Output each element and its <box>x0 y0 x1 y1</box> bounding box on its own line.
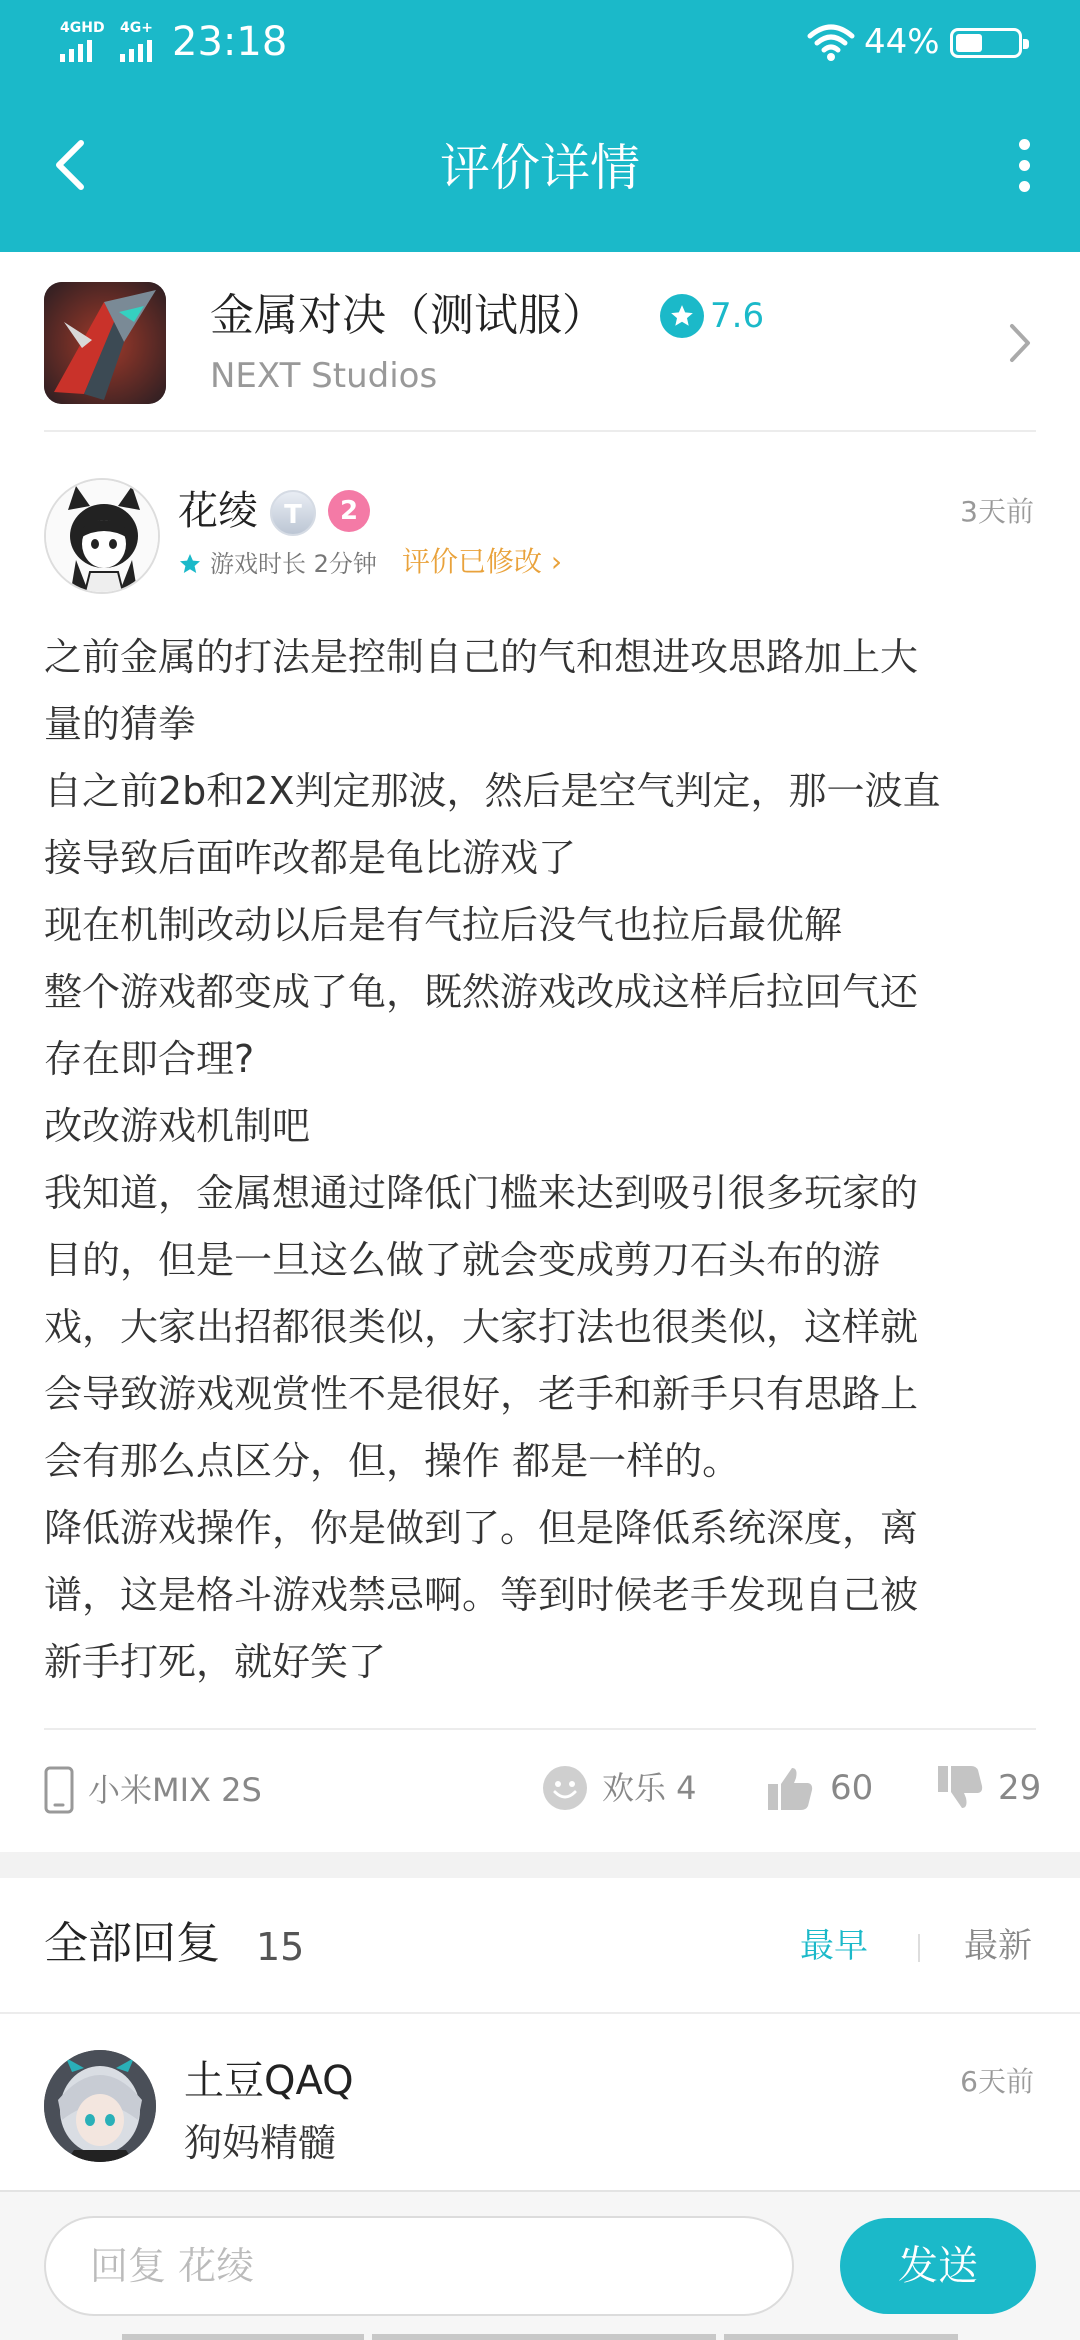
review-text-line: 会有那么点区分，但，操作 都是一样的。 <box>44 1439 741 1483</box>
home-indicator <box>122 2334 364 2340</box>
title-badge-icon: T <box>270 490 316 536</box>
review-text-line: 降低游戏操作，你是做到了。但是降低系统深度，离 <box>44 1506 919 1550</box>
device-name: 小米MIX 2S <box>88 1771 262 1809</box>
level-badge-icon: 2 <box>328 490 370 532</box>
send-button[interactable]: 发送 <box>840 2218 1036 2314</box>
review-text-line: 目的，但是一旦这么做了就会变成剪刀石头布的游 <box>44 1238 881 1282</box>
battery-icon <box>950 28 1022 58</box>
smile-icon <box>542 1765 588 1811</box>
signal-indicator-2 <box>120 20 153 62</box>
review-time: 3天前 <box>960 495 1034 528</box>
fun-reaction-button[interactable] <box>542 1764 697 1812</box>
top-bar <box>0 0 1080 252</box>
game-rating <box>660 294 764 338</box>
thumbs-up-icon <box>766 1764 814 1812</box>
game-name: 金属对决（测试服） <box>210 290 606 341</box>
page-title: 评价详情 <box>440 139 640 197</box>
app-bar <box>0 100 1080 240</box>
review-text-line: 自之前2b和2X判定那波，然后是空气判定，那一波直 <box>44 769 941 813</box>
game-icon <box>44 282 166 404</box>
reply-composer <box>0 2190 1080 2340</box>
signal-indicator-1 <box>60 20 105 62</box>
replies-header <box>0 1878 1080 2012</box>
list-item[interactable] <box>0 2014 1080 2190</box>
review-text-line: 接导致后面咋改都是龟比游戏了 <box>44 836 577 880</box>
review-body <box>44 624 1042 1696</box>
review-text-line: 现在机制改动以后是有气拉后没气也拉后最优解 <box>44 903 843 947</box>
reply-time: 6天前 <box>960 2065 1034 2098</box>
more-options-button[interactable] <box>994 130 1054 200</box>
avatar[interactable] <box>44 478 160 594</box>
battery-percent: 44% <box>864 22 940 62</box>
signal-bars-icon <box>60 40 105 62</box>
replies-count: 15 <box>256 1925 305 1969</box>
battery-fill <box>956 34 982 52</box>
review-text-line: 量的猜拳 <box>44 702 197 746</box>
like-count: 60 <box>830 1768 874 1808</box>
status-bar <box>0 0 1080 84</box>
avatar[interactable] <box>44 2050 156 2162</box>
signal-label-1: 4GHD <box>60 20 105 36</box>
review-text-line: 存在即合理? <box>44 1037 255 1081</box>
clock: 23:18 <box>172 19 288 65</box>
review-text-line: 戏，大家出招都很类似，大家打法也很类似，这样就 <box>44 1305 919 1349</box>
thumbs-down-icon <box>936 1764 984 1812</box>
review-footer <box>0 1740 1080 1840</box>
section-separator <box>0 1852 1080 1878</box>
dislike-count: 29 <box>998 1768 1042 1808</box>
review-text-line: 会导致游戏观赏性不是很好，老手和新手只有思路上 <box>44 1372 919 1416</box>
star-icon <box>660 294 704 338</box>
playtime <box>178 548 377 580</box>
game-card[interactable] <box>0 252 1080 432</box>
dislike-button[interactable] <box>936 1764 1041 1812</box>
studio-name: NEXT Studios <box>210 356 438 396</box>
divider <box>44 430 1036 432</box>
more-vertical-icon <box>1019 139 1030 150</box>
home-indicator <box>372 2334 716 2340</box>
review-edited-link[interactable]: 评价已修改 › <box>402 545 563 578</box>
like-button[interactable] <box>766 1764 873 1812</box>
playtime-label: 游戏时长 2分钟 <box>210 550 377 578</box>
divider <box>918 1934 920 1962</box>
replies-title: 全部回复 <box>44 1918 220 1969</box>
review-text-line: 谱，这是格斗游戏禁忌啊。等到时候老手发现自己被 <box>44 1573 919 1617</box>
chevron-right-icon <box>1000 318 1040 368</box>
reply-author-name[interactable]: 土豆QAQ <box>184 2058 354 2104</box>
review-text-line: 新手打死，就好笑了 <box>44 1640 387 1684</box>
reply-input[interactable] <box>44 2216 794 2316</box>
wifi-icon <box>806 22 856 62</box>
rating-value: 7.6 <box>710 296 765 336</box>
fun-count: 欢乐 4 <box>602 1769 697 1807</box>
sort-earliest-tab[interactable]: 最早 <box>800 1926 868 1966</box>
review-author-name[interactable]: 花绫 <box>178 488 258 534</box>
home-indicator <box>724 2334 958 2340</box>
sort-latest-tab[interactable]: 最新 <box>964 1926 1032 1966</box>
reply-text: 狗妈精髓 <box>184 2121 337 2165</box>
phone-icon <box>44 1766 74 1814</box>
review-text-line: 改改游戏机制吧 <box>44 1104 311 1148</box>
review-text-line: 之前金属的打法是控制自己的气和想进攻思路加上大 <box>44 635 919 679</box>
review-text-line: 整个游戏都变成了龟，既然游戏改成这样后拉回气还 <box>44 970 919 1014</box>
star-icon <box>178 552 202 576</box>
signal-bars-icon <box>120 40 153 62</box>
divider <box>44 1728 1036 1730</box>
device-info <box>44 1766 262 1814</box>
review-text-line: 我知道，金属想通过降低门槛来达到吸引很多玩家的 <box>44 1171 919 1215</box>
signal-label-2: 4G+ <box>120 20 153 36</box>
